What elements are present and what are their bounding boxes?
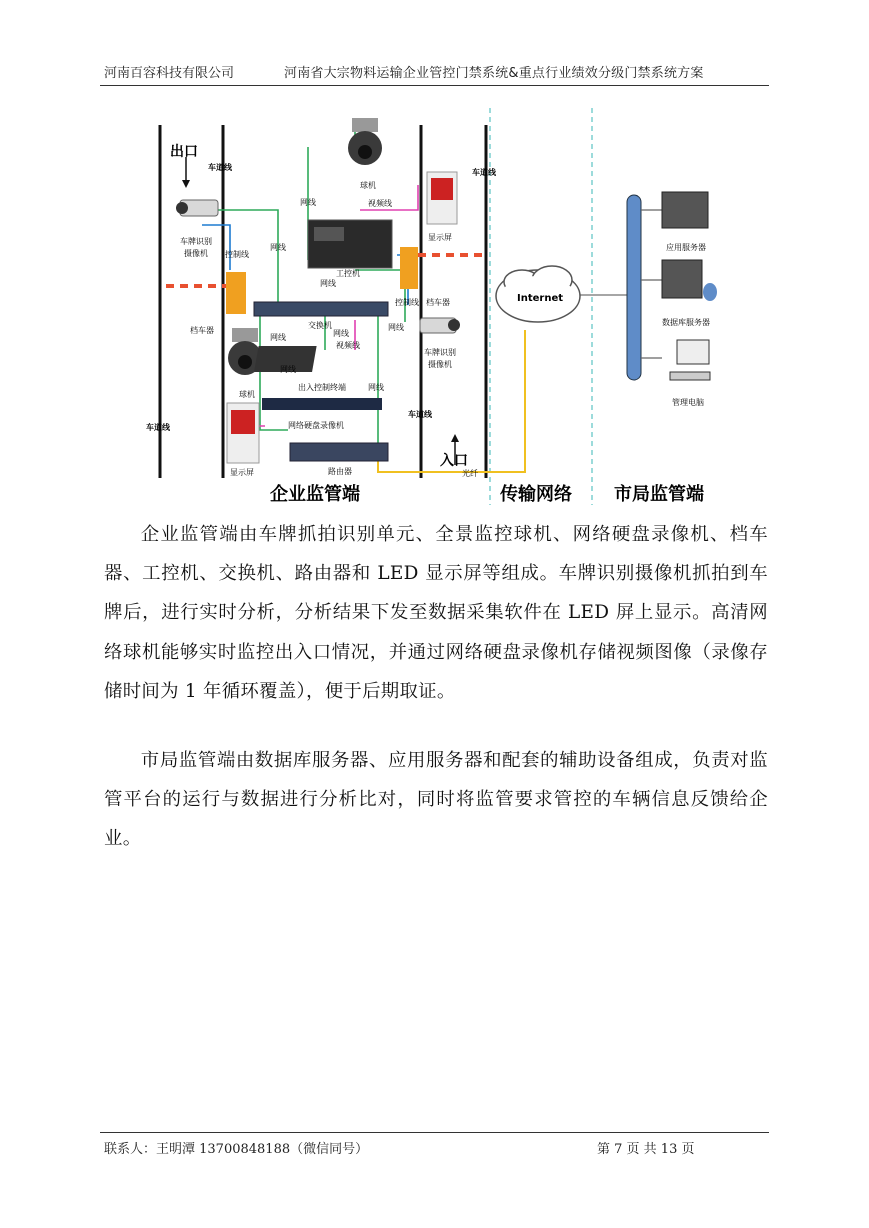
label-video-2: 视频线: [336, 341, 360, 350]
label-net-3: 网线: [320, 279, 336, 288]
footer-rule: [100, 1132, 769, 1133]
header-rule: [100, 85, 769, 86]
label-display-bottom: 显示屏: [230, 468, 254, 477]
label-control-right: 控制线: [395, 298, 419, 307]
label-access-controller: 出入控制终端: [298, 383, 346, 392]
db-server-icon: [662, 260, 717, 301]
barrier-right: [400, 247, 485, 289]
server-bus-icon: [627, 195, 641, 380]
label-net-8: 网线: [388, 323, 404, 332]
header-document-title: 河南省大宗物料运输企业管控门禁系统&重点行业绩效分级门禁系统方案: [284, 66, 704, 81]
label-display-top: 显示屏: [428, 233, 452, 242]
footer-page-number: 第 7 页 共 13 页: [597, 1142, 695, 1157]
label-net-4: 网线: [270, 333, 286, 342]
label-plate-camera-left-1: 车牌识别: [180, 237, 212, 246]
label-control-left: 控制线: [225, 250, 249, 259]
label-nvr: 网络硬盘录像机: [288, 421, 344, 430]
label-net-7: 网线: [368, 383, 384, 392]
exit-arrow-head: [182, 180, 190, 188]
label-net-2: 网线: [270, 243, 286, 252]
label-video-1: 视频线: [368, 199, 392, 208]
display-top-icon: [427, 172, 457, 224]
label-fiber: 光纤: [462, 469, 478, 478]
label-dome-top: 球机: [360, 181, 376, 190]
label-barrier-right: 档车器: [426, 298, 450, 307]
system-architecture-diagram: [146, 100, 730, 510]
network-switch-icon: [254, 302, 388, 316]
mgmt-pc-icon: [670, 340, 710, 380]
label-switch: 交换机: [308, 321, 332, 330]
label-mgmt-pc: 管理电脑: [672, 398, 704, 407]
label-exit: 出口: [170, 144, 198, 160]
label-db-server: 数据库服务器: [662, 318, 710, 327]
label-industrial-pc: 工控机: [336, 269, 360, 278]
industrial-pc-icon: [308, 220, 392, 268]
nvr-icon: [262, 398, 382, 410]
paragraph-enterprise-side: 企业监管端由车牌抓拍识别单元、全景监控球机、网络硬盘录像机、档车器、工控机、交换机、路由器和 LED 显示屏等组成。车牌识别摄像机抓拍到车牌后，进行实时分析，分析结果下发至数据采集软件在 LED 屏上显示。高清网络球机能够实时监控出入口情况，并通过网络硬盘录像机存储视频图像（录像存储时间为 1 年循环覆盖），便于后期取证。: [104, 524, 768, 702]
label-net-6: 网线: [280, 365, 296, 374]
zone-label-transport: 传输网络: [500, 484, 572, 505]
router-icon: [290, 443, 388, 461]
app-server-icon: [662, 192, 708, 228]
display-bottom-icon: [227, 403, 259, 463]
plate-camera-left-icon: [176, 200, 218, 216]
label-entrance: 入口: [440, 453, 468, 469]
zone-label-enterprise: 企业监管端: [270, 484, 360, 505]
label-plate-camera-right-1: 车牌识别: [424, 348, 456, 357]
label-net-1: 网线: [300, 198, 316, 207]
zone-label-city: 市局监管端: [614, 484, 704, 505]
label-app-server: 应用服务器: [666, 243, 706, 252]
label-lane-3: 车道线: [472, 168, 496, 177]
barrier-left: [166, 272, 246, 314]
plate-camera-right-icon: [420, 318, 460, 333]
label-lane-1: 车道线: [208, 163, 232, 172]
label-barrier-left: 档车器: [190, 326, 214, 335]
label-net-5: 网线: [333, 329, 349, 338]
label-dome-bottom: 球机: [239, 390, 255, 399]
label-internet: Internet: [517, 293, 564, 304]
label-lane-4: 车道线: [408, 410, 432, 419]
label-router: 路由器: [328, 467, 352, 476]
label-plate-camera-right-2: 摄像机: [428, 360, 452, 369]
label-lane-2: 车道线: [146, 423, 170, 432]
entrance-arrow-head: [451, 434, 459, 442]
footer-contact: 联系人：王明潭 13700848188（微信同号）: [104, 1142, 369, 1157]
paragraph-city-side: 市局监管端由数据库服务器、应用服务器和配套的辅助设备组成，负责对监管平台的运行与数据进行分析比对，同时将监管要求管控的车辆信息反馈给企业。: [104, 750, 768, 850]
label-plate-camera-left-2: 摄像机: [184, 249, 208, 258]
dome-camera-top-icon: [348, 118, 382, 165]
header-company: 河南百容科技有限公司: [104, 66, 235, 81]
